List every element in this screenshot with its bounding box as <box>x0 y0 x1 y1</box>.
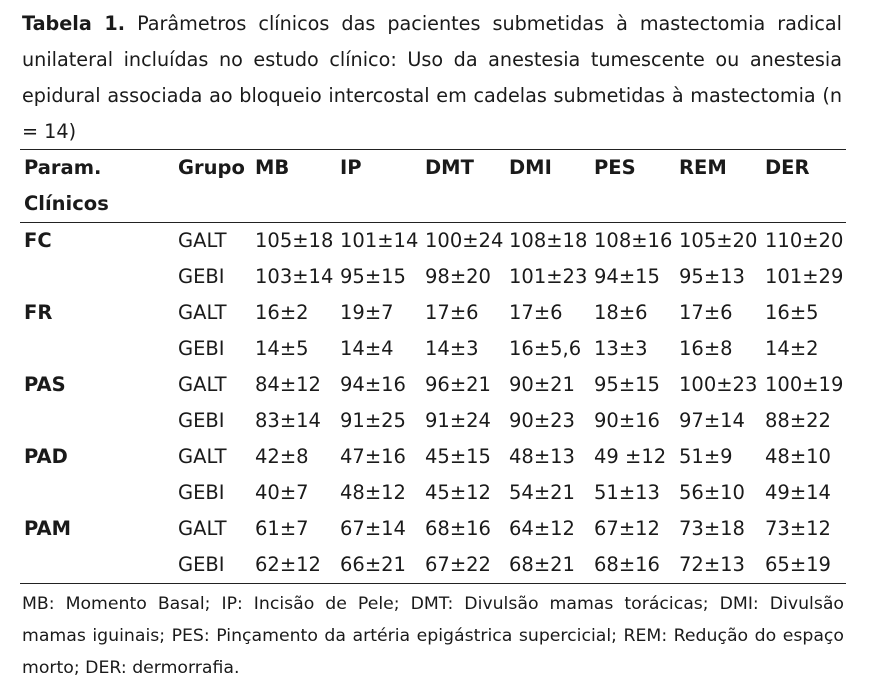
value-cell: 73±18 <box>679 517 745 540</box>
group-cell: GEBI <box>174 547 251 584</box>
header-col-ip: IP <box>336 150 421 187</box>
value-cell: 14±2 <box>765 337 819 360</box>
value-cell: 14±5 <box>255 337 309 360</box>
table-row <box>20 223 846 260</box>
value-cell: 67±14 <box>340 517 406 540</box>
header-param: Param. <box>20 150 174 187</box>
value-cell: 14±4 <box>340 337 394 360</box>
param-name-cell: PAM <box>24 517 71 540</box>
table-footnote: MB: Momento Basal; IP: Incisão de Pele; DMT: Divulsão mamas torácicas; DMI: Divulsão mamas iguinais; PES: Pinçamento da artéria epigástrica supercicial; REM: Redução do espaço morto; DER: dermorrafia. <box>22 594 844 678</box>
caption-text: Parâmetros clínicos das pacientes submetidas à mastectomia radical unilateral incluídas no estudo clínico: Uso da anestesia tumescente ou anestesia epidural associada ao bloqueio intercostal em cadelas submetidas à mastectomia (n = 14) <box>22 12 842 143</box>
value-cell: 105±20 <box>679 229 758 252</box>
table-row <box>20 367 846 403</box>
table-caption <box>22 6 842 150</box>
header-col-dmi: DMI <box>505 150 590 187</box>
value-cell: 49 ±12 <box>594 445 667 468</box>
param-name-cell: PAS <box>24 373 66 396</box>
value-cell: 17±6 <box>509 301 563 324</box>
header-row <box>20 150 846 187</box>
param-name-cell: FR <box>24 301 53 324</box>
value-cell: 91±24 <box>425 409 491 432</box>
value-cell: 17±6 <box>679 301 733 324</box>
value-cell: 66±21 <box>336 547 421 584</box>
header-grupo: Grupo <box>174 150 251 187</box>
value-cell: 90±23 <box>509 409 575 432</box>
param-name-cell <box>20 331 174 367</box>
value-cell: 17±6 <box>425 301 479 324</box>
param-name-cell <box>20 259 174 295</box>
param-name-cell <box>20 403 174 439</box>
group-cell: GEBI <box>178 409 225 432</box>
table-row <box>20 259 846 295</box>
value-cell: 67±22 <box>421 547 505 584</box>
caption-label: Tabela 1. <box>22 12 126 35</box>
table-row <box>20 403 846 439</box>
header-col-pes: PES <box>590 150 675 187</box>
header-col-rem: REM <box>675 150 761 187</box>
value-cell: 64±12 <box>509 517 575 540</box>
group-cell: GEBI <box>178 337 225 360</box>
value-cell: 103±14 <box>255 265 334 288</box>
table-row <box>20 295 846 331</box>
group-cell: GALT <box>178 445 227 468</box>
value-cell: 83±14 <box>255 409 321 432</box>
value-cell: 14±3 <box>425 337 479 360</box>
param-name-cell <box>20 547 174 584</box>
value-cell: 101±29 <box>765 265 844 288</box>
header-row-continued <box>20 186 846 223</box>
value-cell: 54±21 <box>509 481 575 504</box>
value-cell: 88±22 <box>765 409 831 432</box>
table-row <box>20 475 846 511</box>
value-cell: 108±16 <box>594 229 673 252</box>
value-cell: 95±15 <box>594 373 660 396</box>
value-cell: 94±15 <box>594 265 660 288</box>
table-row <box>20 331 846 367</box>
value-cell: 61±7 <box>255 517 309 540</box>
clinical-parameters-table <box>20 149 846 584</box>
value-cell: 100±19 <box>765 373 844 396</box>
value-cell: 94±16 <box>340 373 406 396</box>
table-row <box>20 511 846 547</box>
value-cell: 51±13 <box>594 481 660 504</box>
param-name-cell: PAD <box>24 445 68 468</box>
header-col-der: DER <box>761 150 846 187</box>
group-cell: GALT <box>178 229 227 252</box>
table-row <box>20 547 846 584</box>
value-cell: 13±3 <box>594 337 648 360</box>
value-cell: 105±18 <box>255 229 334 252</box>
value-cell: 42±8 <box>255 445 309 468</box>
value-cell: 40±7 <box>255 481 309 504</box>
value-cell: 19±7 <box>340 301 394 324</box>
value-cell: 91±25 <box>340 409 406 432</box>
value-cell: 68±16 <box>590 547 675 584</box>
value-cell: 45±15 <box>425 445 491 468</box>
value-cell: 45±12 <box>425 481 491 504</box>
param-name-cell <box>20 475 174 511</box>
param-name-cell: FC <box>24 229 52 252</box>
value-cell: 47±16 <box>340 445 406 468</box>
value-cell: 95±13 <box>679 265 745 288</box>
header-col-dmt: DMT <box>421 150 505 187</box>
value-cell: 100±24 <box>425 229 504 252</box>
value-cell: 18±6 <box>594 301 648 324</box>
value-cell: 68±16 <box>425 517 491 540</box>
value-cell: 100±23 <box>679 373 758 396</box>
value-cell: 98±20 <box>425 265 491 288</box>
value-cell: 101±23 <box>509 265 588 288</box>
value-cell: 51±9 <box>679 445 733 468</box>
value-cell: 96±21 <box>425 373 491 396</box>
value-cell: 95±15 <box>340 265 406 288</box>
value-cell: 16±2 <box>255 301 309 324</box>
group-cell: GALT <box>178 373 227 396</box>
value-cell: 48±13 <box>509 445 575 468</box>
header-col-mb: MB <box>251 150 336 187</box>
value-cell: 68±21 <box>505 547 590 584</box>
value-cell: 16±5 <box>765 301 819 324</box>
value-cell: 110±20 <box>765 229 844 252</box>
value-cell: 48±10 <box>765 445 831 468</box>
group-cell: GEBI <box>178 265 225 288</box>
value-cell: 72±13 <box>675 547 761 584</box>
value-cell: 73±12 <box>765 517 831 540</box>
table-body <box>20 223 846 584</box>
table-row <box>20 439 846 475</box>
value-cell: 97±14 <box>679 409 745 432</box>
value-cell: 62±12 <box>251 547 336 584</box>
value-cell: 90±16 <box>594 409 660 432</box>
value-cell: 16±8 <box>679 337 733 360</box>
value-cell: 65±19 <box>761 547 846 584</box>
value-cell: 101±14 <box>340 229 419 252</box>
group-cell: GEBI <box>178 481 225 504</box>
value-cell: 56±10 <box>679 481 745 504</box>
value-cell: 16±5,6 <box>509 337 582 360</box>
header-param-line2: Clínicos <box>20 186 174 223</box>
value-cell: 84±12 <box>255 373 321 396</box>
value-cell: 90±21 <box>509 373 575 396</box>
data-table-wrapper <box>20 149 846 584</box>
value-cell: 49±14 <box>765 481 831 504</box>
value-cell: 108±18 <box>509 229 588 252</box>
value-cell: 67±12 <box>594 517 660 540</box>
value-cell: 48±12 <box>340 481 406 504</box>
group-cell: GALT <box>178 517 227 540</box>
group-cell: GALT <box>178 301 227 324</box>
